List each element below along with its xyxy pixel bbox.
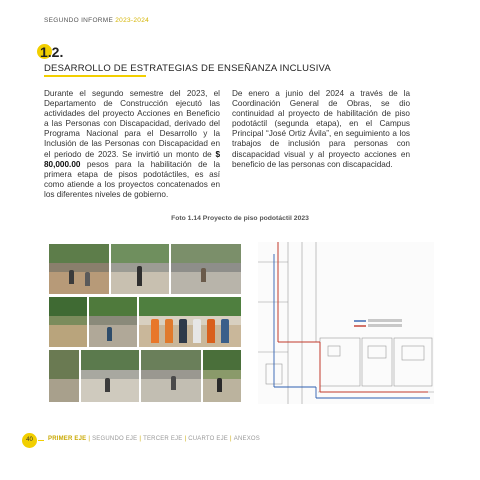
photo-worksite-9 (203, 350, 241, 402)
nav-separator: | (88, 436, 91, 442)
footer-accent-line (38, 440, 44, 441)
nav-separator: | (139, 436, 142, 442)
body-left-text-end: pesos para la habilitación de la primera etapa de pisos podotáctiles, es así como atiende a los proyectos concatenados en los diferentes niveles de gobierno. (44, 159, 220, 199)
photo-worksite-2 (111, 244, 169, 294)
title-underline (44, 75, 146, 77)
investment-amount: $ 80,000.00 (44, 149, 220, 169)
photo-worksite-5 (89, 297, 137, 347)
photo-worksite-4 (49, 297, 87, 347)
body-column-left (44, 89, 220, 200)
body-column-right: De enero a junio del 2024 a través de la Coordinación General de Obras, se dio continuidad al proyecto de habilitación de piso podotáctil (segunda etapa), en el Campus Principal “José Ortiz Ávila”, en seguimiento a los trabajos de inclusión para personas con discapacidad visual y al proyecto acciones en beneficio de las personas con discapacidad. (232, 89, 410, 169)
nav-separator: | (184, 436, 187, 442)
photo-worksite-7 (81, 350, 139, 402)
photo-worksite-1 (49, 244, 109, 294)
section-number-text: 1.2. (40, 44, 64, 60)
section-number (40, 44, 63, 60)
nav-segundo-eje[interactable]: SEGUNDO EJE (92, 436, 138, 442)
photo-team (139, 297, 241, 347)
nav-tercer-eje[interactable]: TERCER EJE (143, 436, 183, 442)
figure-caption: Foto 1.14 Proyecto de piso podotáctil 2023 (171, 215, 309, 222)
photo-collage (49, 244, 241, 402)
nav-cuarto-eje[interactable]: CUARTO EJE (188, 436, 228, 442)
report-header-label: SEGUNDO INFORME (44, 17, 114, 24)
footer-navigation (48, 436, 260, 442)
nav-primer-eje[interactable]: PRIMER EJE (48, 436, 87, 442)
photo-worksite-8 (141, 350, 201, 402)
photo-worksite-6 (49, 350, 79, 402)
section-title: DESARROLLO DE ESTRATEGIAS DE ENSEÑANZA INCLUSIVA (44, 63, 331, 74)
report-header-year: 2023-2024 (115, 17, 150, 24)
floor-plan-image (258, 242, 434, 404)
body-left-text-start: Durante el segundo semestre del 2023, el Departamento de Construcción ejecutó las actividades del proyecto Acciones en Beneficio a las Personas con Discapacidad, derivado del Programa Nacional para el Desarrollo y la Inclusión de las Personas con Discapacidad en el periodo de 2023. Se invirtió un monto de (44, 89, 220, 159)
page-number: 40 (22, 433, 37, 448)
floor-plan-drawing (258, 242, 434, 404)
photo-worksite-3 (171, 244, 241, 294)
nav-separator: | (230, 436, 232, 442)
report-header (44, 17, 149, 24)
nav-anexos[interactable]: ANEXOS (233, 436, 260, 442)
